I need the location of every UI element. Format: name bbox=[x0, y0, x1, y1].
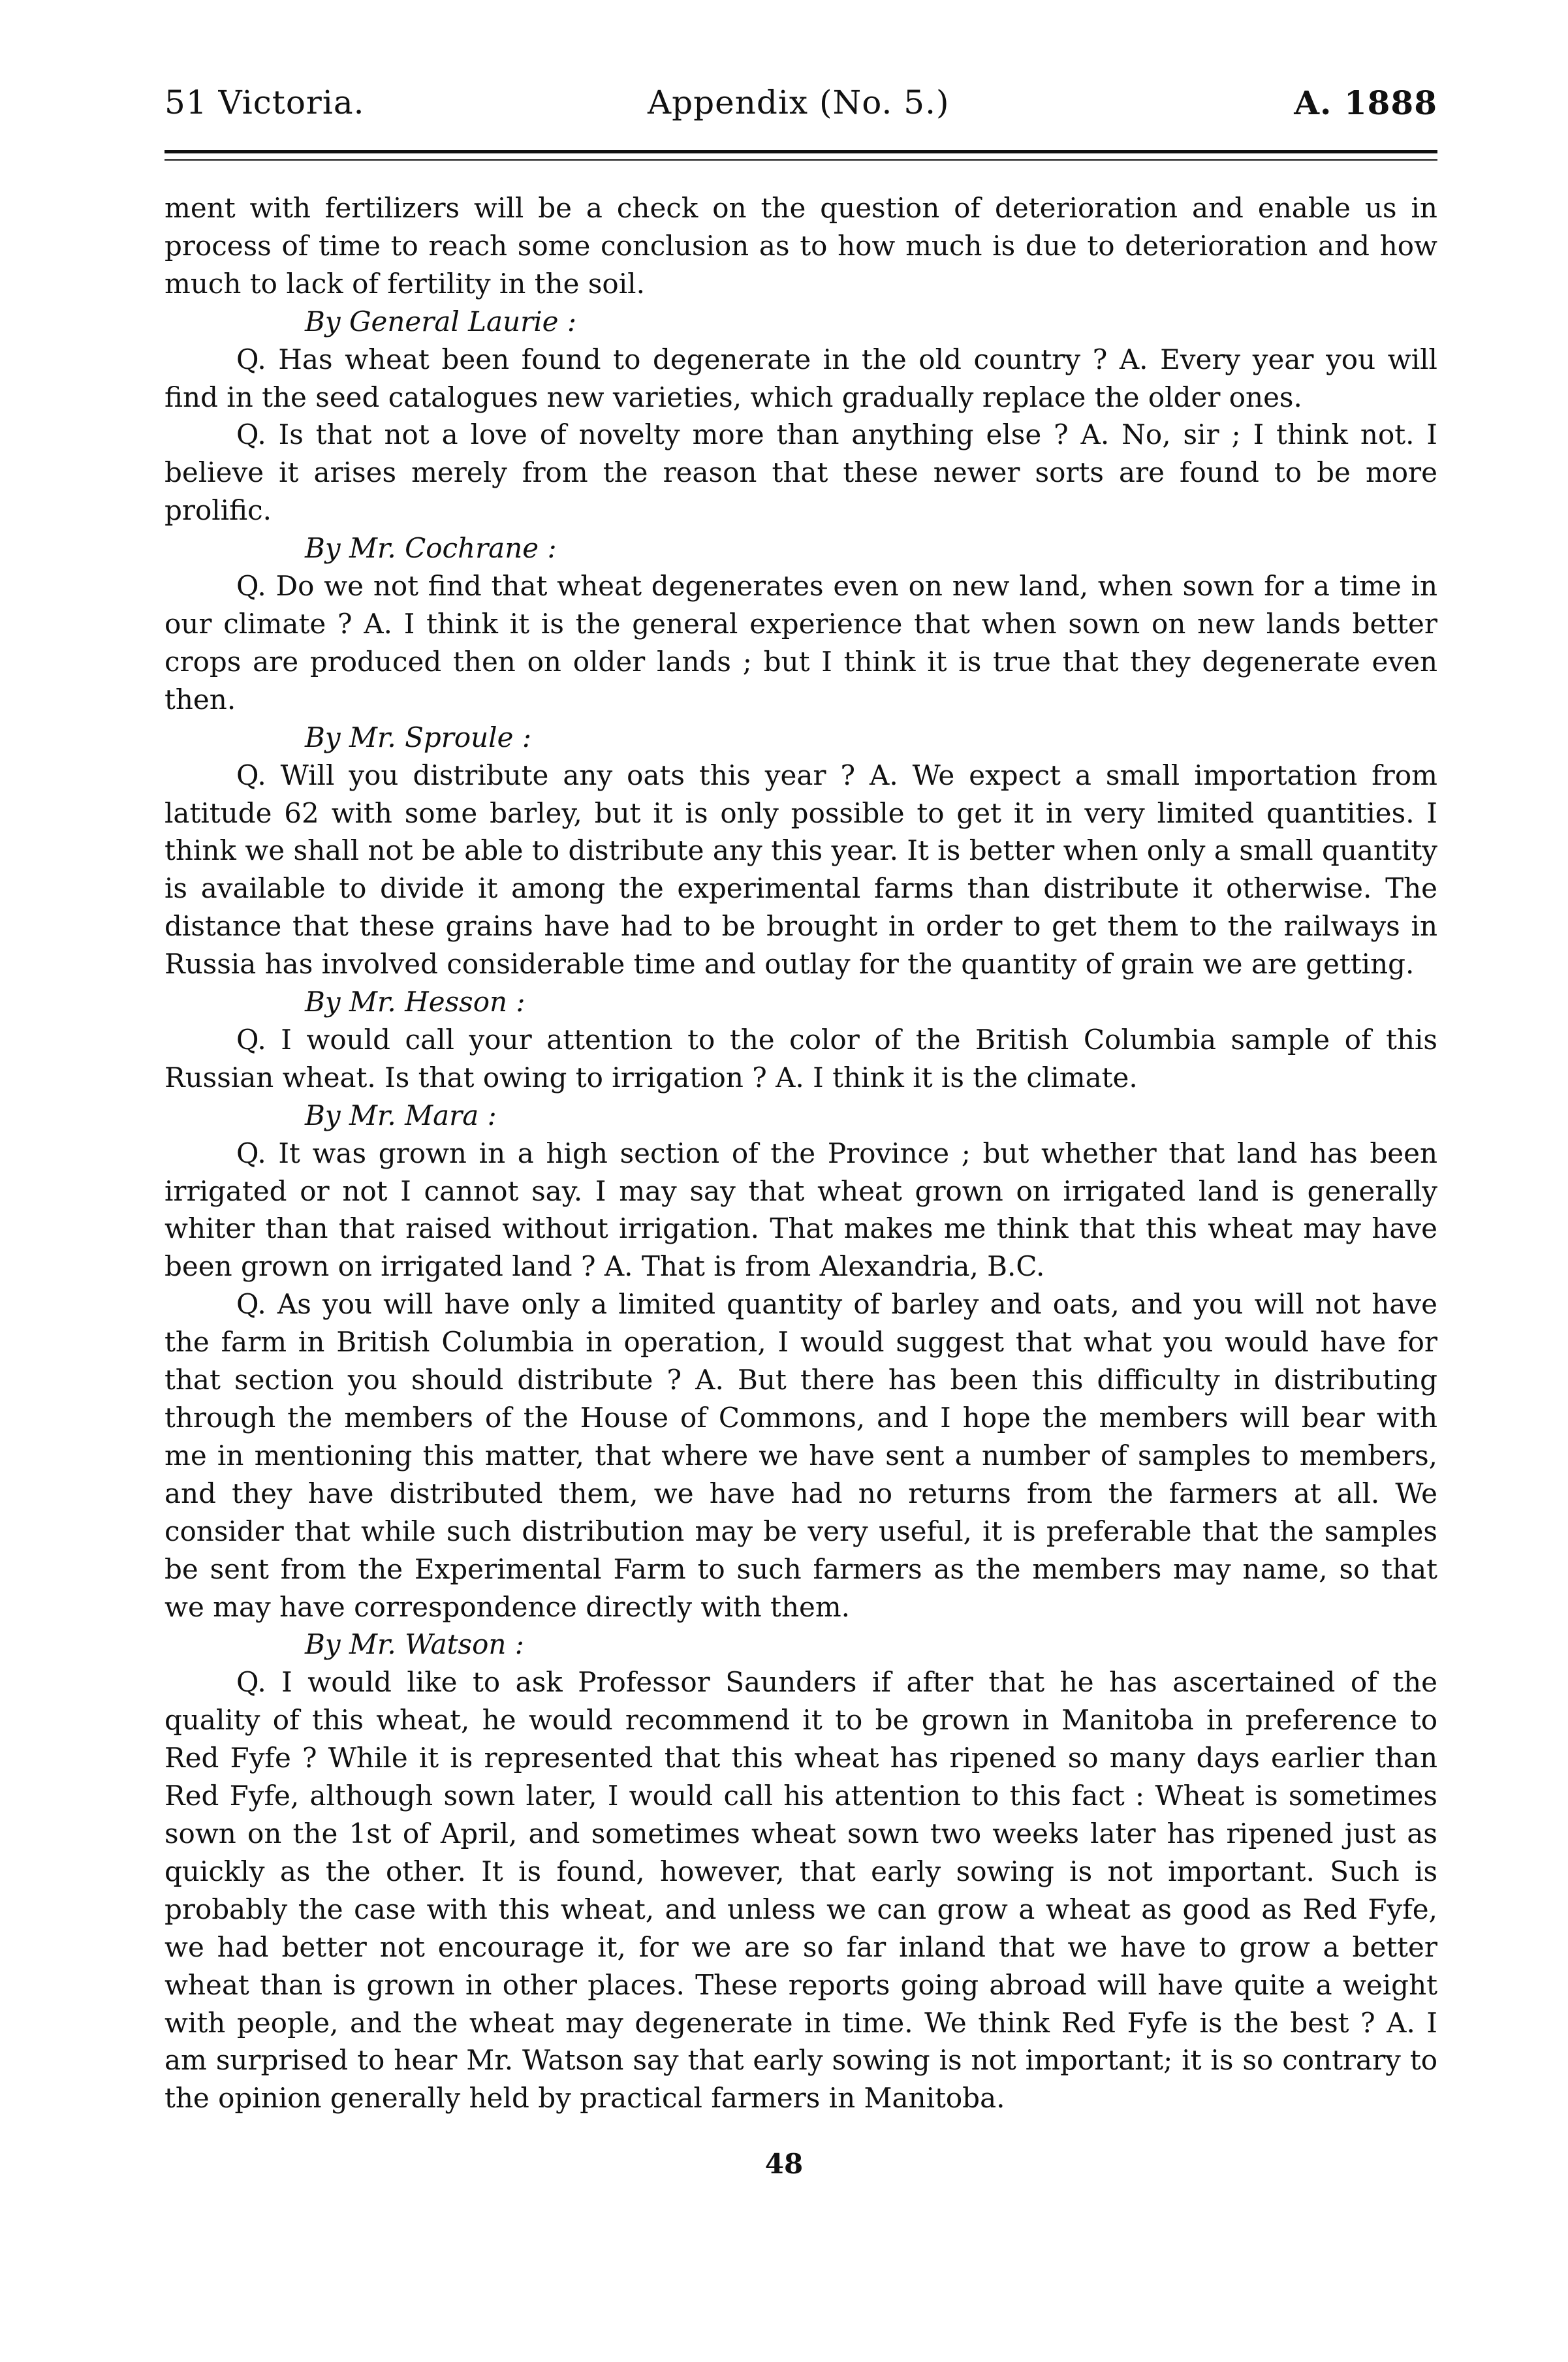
paragraph-continuation: ment with fertilizers will be a check on the question of deterioration and enable us in process of time to reach some conclusion as to how much is due to deterioration and how much to lack of fertility in the soil. bbox=[165, 192, 1437, 300]
header-rule-thin bbox=[165, 159, 1437, 161]
running-header bbox=[165, 77, 1437, 136]
speaker-heading: By Mr. Watson : bbox=[305, 1628, 524, 1661]
header-year: A. 1888 bbox=[1294, 84, 1437, 122]
paragraph: Q. I would like to ask Professor Saunders if after that he has ascertained of the quality of this wheat, he would recommend it to be grown in Manitoba in preference to Red Fyfe ? While it is represented that this wheat has ripened so many days earlier than Red Fyfe, although sown later, I would call his attention to this fact : Wheat is sometimes sown on the 1st of April, and sometimes wheat sown two weeks later has ripened just as quickly as the other. It is found, however, that early sowing is not important. Such is probably the case with this wheat, and unless we can grow a wheat as good as Red Fyfe, we had better not encourage it, for we are so far inland that we have to grow a better wheat than is grown in other places. These reports going abroad will have quite a weight with people, and the wheat may degenerate in time. We think Red Fyfe is the best ? A. I am surprised to hear Mr. Watson say that early sowing is not important; it is so contrary to the opinion generally held by practical farmers in Manitoba. bbox=[165, 1666, 1437, 2115]
header-rule-thick bbox=[165, 150, 1437, 153]
header-session: 51 Victoria. bbox=[165, 84, 365, 121]
page-number: 48 bbox=[764, 2148, 804, 2180]
header-appendix: Appendix (No. 5.) bbox=[648, 84, 950, 121]
speaker-heading: By Mr. Cochrane : bbox=[305, 532, 557, 565]
speaker-heading: By Mr. Sproule : bbox=[305, 721, 531, 753]
paragraph: Q. It was grown in a high section of the Province ; but whether that land has been irrigated or not I cannot say. I may say that wheat grown on irrigated land is generally whiter than that raised without irrigation. That makes me think that this wheat may have been grown on irrigated land ? A. That is from Alexandria, B.C. bbox=[165, 1137, 1437, 1283]
speaker-heading: By Mr. Mara : bbox=[305, 1099, 497, 1131]
paragraph: Q. Is that not a love of novelty more than anything else ? A. No, sir ; I think not. I believe it arises merely from the reason that these newer sorts are found to be more prolific. bbox=[165, 418, 1437, 527]
paragraph: Q. Has wheat been found to degenerate in the old country ? A. Every year you will find in the seed catalogues new varieties, which gradually replace the older ones. bbox=[165, 343, 1437, 413]
speaker-heading: By General Laurie : bbox=[305, 305, 577, 338]
body-text bbox=[165, 189, 1437, 2117]
paragraph: Q. I would call your attention to the color of the British Columbia sample of this Russian wheat. Is that owing to irrigation ? A. I think it is the climate. bbox=[165, 1023, 1437, 1094]
paragraph: Q. Do we not find that wheat degenerates even on new land, when sown for a time in our climate ? A. I think it is the general experience that when sown on new lands better crops are produced then on older lands ; but I think it is true that they degenerate even then. bbox=[165, 570, 1437, 716]
paragraph: Q. As you will have only a limited quantity of barley and oats, and you will not have the farm in British Columbia in operation, I would suggest that what you would have for that section you should distribute ? A. But there has been this difficulty in distributing through the members of the House of Commons, and I hope the members will bear with me in mentioning this matter, that where we have sent a number of samples to members, and they have distributed them, we have had no returns from the farmers at all. We consider that while such distribution may be very useful, it is preferable that the samples be sent from the Experimental Farm to such farmers as the members may name, so that we may have correspondence directly with them. bbox=[165, 1288, 1437, 1623]
speaker-heading: By Mr. Hesson : bbox=[305, 986, 525, 1018]
paragraph: Q. Will you distribute any oats this year ? A. We expect a small importation from latitude 62 with some barley, but it is only possible to get it in very limited quantities. I think we shall not be able to distribute any this year. It is better when only a small quantity is available to divide it among the experimental farms than distribute it otherwise. The distance that these grains have had to be brought in order to get them to the railways in Russia has involved considerable time and outlay for the quantity of grain we are getting. bbox=[165, 759, 1437, 981]
